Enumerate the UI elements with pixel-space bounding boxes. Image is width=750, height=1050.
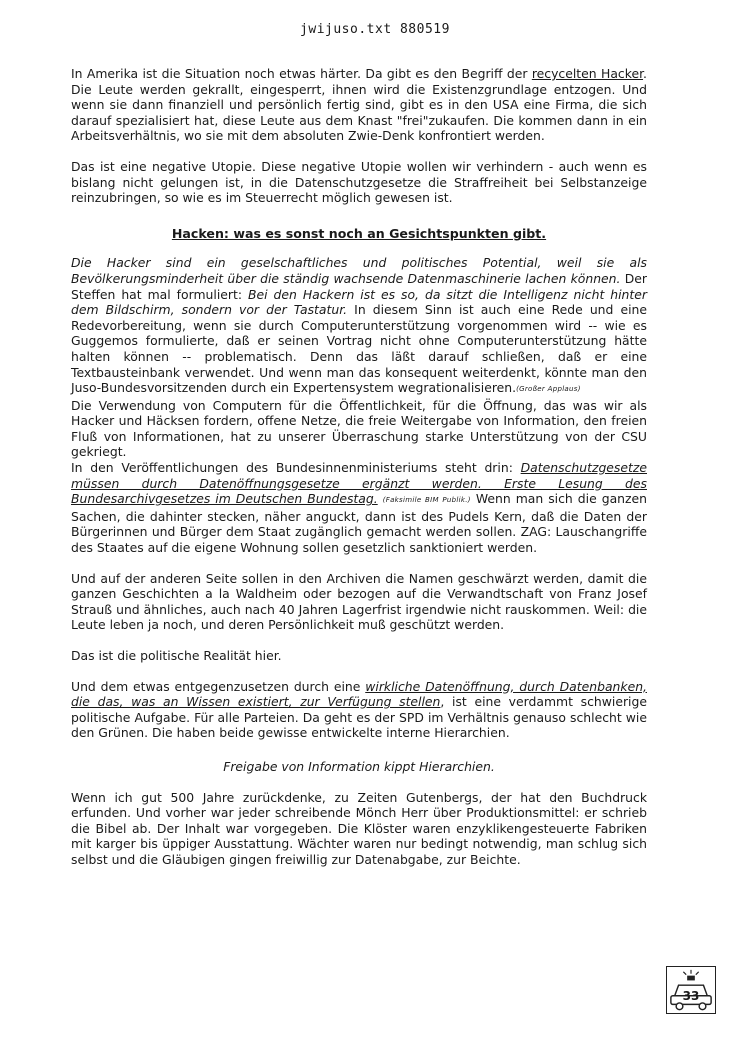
paragraph: Die Verwendung von Computern für die Öffentlichkeit, für die Öffnung, das was wir als Hacker und Häcksen fordern, offene Netze, die freie Weitergabe von Information, den freien Fluß von Informationen, hat zu unserer Überraschung starke Unterstützung von der CSU gekriegt. In den Veröffentlichungen des Bundesinnenministeriums steht drin: Datenschutzgesetze müssen durch Datenöffnungsgesetze ergänzt werden. Erste Lesung des Bundesarchivgesetzes im Deutschen Bundestag. (Faksimile BIM Publik.) Wenn man sich die ganzen Sachen, die dahinter stecken, näher anguckt, dann ist des Pudels Kern, daß die Daten der Bürgerinnen und Bürger dem Staat zugänglich gemacht werden sollen. ZAG: Lauschangriffe des Staates auf die eigene Wohnung sollen gesetzlich sanktioniert werden. bbox=[71, 397, 648, 556]
paragraph: Das ist die politische Realität hier. bbox=[71, 648, 282, 663]
quote: Bei den Hackern ist es so, da sitzt die Intelligenz nicht hinter dem Bildschirm, sondern vor der Tastatur. bbox=[71, 286, 647, 318]
page-number: 33 bbox=[682, 989, 700, 1003]
paragraph: Das ist eine negative Utopie. Diese negative Utopie wollen wir verhindern - auch wenn es bislang nicht gelungen ist, in die Datenschutzgesetze die Straffreiheit bei Selbstanzeige reinzubringen, so wie es im Steuerrecht möglich gewesen ist. bbox=[71, 158, 647, 206]
paragraph: In Amerika ist die Situation noch etwas härter. Da gibt es den Begriff der recycelten Hacker. Die Leute werden gekrallt, eingesperrt, ihnen wird die Existenzgrundlage entzogen. Und wenn sie dann finanziell und persönlich fertig sind, gibt es in den USA eine Firma, die sich darauf spezialisiert hat, diese Leute aus dem Knast "frei"zukaufen. Die kommen dann in ein Arbeitsverhältnis, wo sie mit dem absoluten Zwie-Denk konfrontiert werden. bbox=[71, 66, 647, 144]
emphasized-phrase: wirkliche Datenöffnung, durch Datenbanken, die das, was an Wissen existiert, zur Verfügung stellen bbox=[71, 678, 647, 710]
paragraph: Die Hacker sind ein geselschaftliches und politisches Potential, weil sie als Bevölkerungsminderheit über die ständig wachsende Datenmaschinerie lachen können. Der Steffen hat mal formuliert: Bei den Hackern ist es so, da sitzt die Intelligenz nicht hinter dem Bildschirm, sondern vor der Tastatur. In diesem Sinn ist auch eine Rede und eine Redevorbereitung, wenn sie durch Computerunterstützung vorgenommen wird -- wie es Guggemos formulierte, daß er seinen Vortrag nicht ohne Computerunterstützung hätte halten können -- problematisch. Denn das läßt darauf schließen, daß er eine Textbausteinbank verwendet. Und wenn man das konsequent weiterdenkt, könnte man den Juso-Bundesvorsitzenden durch ein Expertensystem wegrationalisieren.(Großer Applaus) bbox=[71, 255, 647, 396]
paragraph: Und auf der anderen Seite sollen in den Archiven die Namen geschwärzt werden, damit die ganzen Geschichten a la Waldheim oder bezogen auf die Verwandtschaft von Franz Josef Strauß und ähnliches, auch nach 40 Jahren Lagerfrist irgendwie nicht rauskommen. Weil: die Leute leben ja noch, und deren Persönlichkeit muß geschützt werden. bbox=[71, 570, 647, 633]
subheading: Freigabe von Information kippt Hierarchien. bbox=[223, 758, 495, 774]
facsimile-note: (Faksimile BIM Publik.) bbox=[382, 496, 471, 505]
applause-note: (Großer Applaus) bbox=[516, 385, 581, 394]
section-heading: Hacken: was es sonst noch an Gesichtspunkten gibt. bbox=[171, 225, 547, 241]
paragraph: Und dem etwas entgegenzusetzen durch eine wirkliche Datenöffnung, durch Datenbanken, die das, was an Wissen existiert, zur Verfügung stellen, ist eine verdammt schwierige politische Aufgabe. Für alle Parteien. Da geht es der SPD im Verhältnis genauso schlecht wie den Grünen. Die haben beide gewisse entwickelte interne Hierarchien. bbox=[71, 678, 647, 741]
document-body bbox=[71, 66, 647, 883]
document-filename-header: jwijuso.txt 880519 bbox=[300, 22, 450, 37]
underlined-term: recycelten Hacker bbox=[531, 66, 644, 81]
paragraph: Wenn ich gut 500 Jahre zurückdenke, zu Zeiten Gutenbergs, der hat den Buchdruck erfunden. Und vorher war jeder schreibende Mönch Herr über Produktionsmittel: er schrieb die Bibel ab. Der Inhalt war vorgegeben. Die Klöster waren enzyklikengesteuerte Fabriken mit karger bis üppiger Ausstattung. Wächter waren nur bedingt notwendig, man schlug sich selbst und die Gläubigen gingen freiwillig zur Datenabgabe, zur Beichte. bbox=[71, 789, 647, 867]
page-stamp bbox=[666, 966, 716, 1014]
quoted-statement: Datenschutzgesetze müssen durch Datenöffnungsgesetze ergänzt werden. Erste Lesung des Bundesarchivgesetzes im Deutschen Bundestag. bbox=[71, 460, 647, 507]
